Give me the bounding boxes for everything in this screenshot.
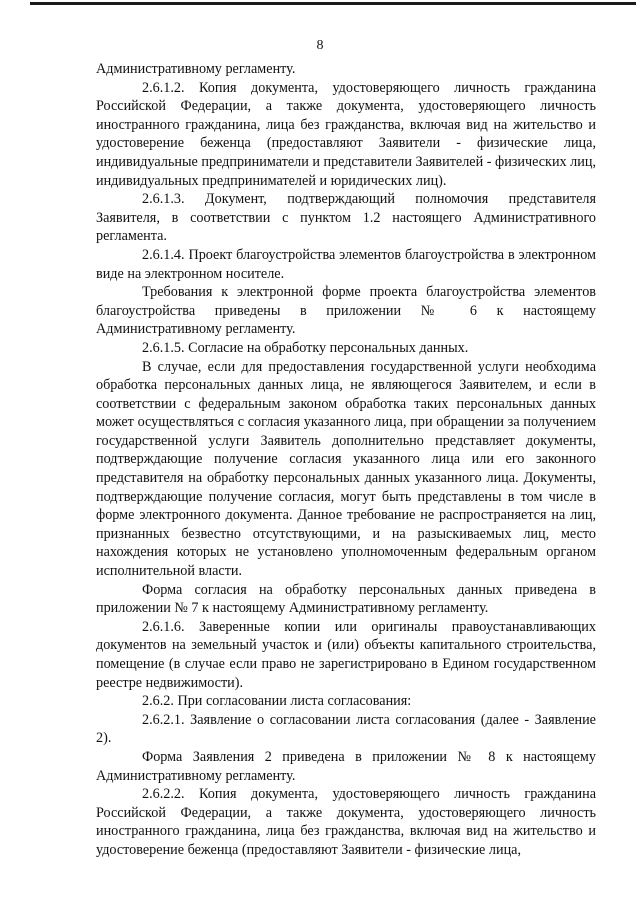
paragraph-2-6-1-4: 2.6.1.4. Проект благоустройства элементов благоустройства в электронном виде на электронном носителе. [96,246,596,282]
paragraph-consent-form: Форма согласия на обработку персональных данных приведена в приложении № 7 к настоящему Административному регламенту. [96,581,596,617]
paragraph-2-6-1-2: 2.6.1.2. Копия документа, удостоверяющего личность гражданина Российской Федерации, а также документа, удостоверяющего личность иностранного гражданина, лица без гражданства, включая вид на жительство и удостоверение беженца (предоставляют Заявители - физические лица, индивидуальные предприниматели и представители Заявителей - физических лиц, индивидуальных предпринимателей и юридических лиц). [96,79,596,189]
paragraph-requirements: Требования к электронной форме проекта благоустройства элементов благоустройства приведены в приложении № 6 к настоящему Административному регламенту. [96,284,596,338]
paragraph-continuation: Административному регламенту. [96,61,296,77]
paragraph-2-6-1-5: 2.6.1.5. Согласие на обработку персональных данных. [142,339,469,356]
paragraph-2-6-2-2: 2.6.2.2. Копия документа, удостоверяющего личность гражданина Российской Федерации, а также документа, удостоверяющего личность иностранного гражданина, лица без гражданства, включая вид на жительство и удостоверение беженца (предоставляют Заявители - физические лица, [96,786,596,858]
paragraph-statement-2-form: Форма Заявления 2 приведена в приложении № 8 к настоящему Административному регламенту. [96,748,596,784]
paragraph-2-6-1-6: 2.6.1.6. Заверенные копии или оригиналы правоустанавливающих документов на земельный участок и (или) объекты капитального строительства, помещение (в случае если право не зарегистрировано в Едином государственном реестре недвижимости). [96,618,596,691]
paragraph-consent-details: В случае, если для предоставления государственной услуги необходима обработка персональных данных лица, не являющегося Заявителем, и если в соответствии с федеральным законом обработка таких персональных данных может осуществляться с согласия указанного лица, при обращении за получением государственной услуги Заявитель дополнительно представляет документы, подтверждающие получение согласия указанного лица или его законного представителя на обработку персональных данных указанного лица. Документы, подтверждающие получение согласия, могут быть представлены в том числе в форме электронного документа. Данное требование не распространяется на лиц, признанных безвестно отсутствующими, и на разыскиваемых лиц, место нахождения которых не установлено уполномоченным федеральным органом исполнительной власти. [96,358,596,580]
document-body [96,60,596,860]
paragraph-2-6-2: 2.6.2. При согласовании листа согласования: [142,693,412,710]
paragraph-2-6-1-3: 2.6.1.3. Документ, подтверждающий полномочия представителя Заявителя, в соответствии с пунктом 1.2 настоящего Административного регламента. [96,191,596,245]
page-number: 8 [316,38,324,53]
top-border-line [30,2,636,5]
paragraph-2-6-2-1: 2.6.2.1. Заявление о согласовании листа согласования (далее - Заявление 2). [96,711,596,747]
